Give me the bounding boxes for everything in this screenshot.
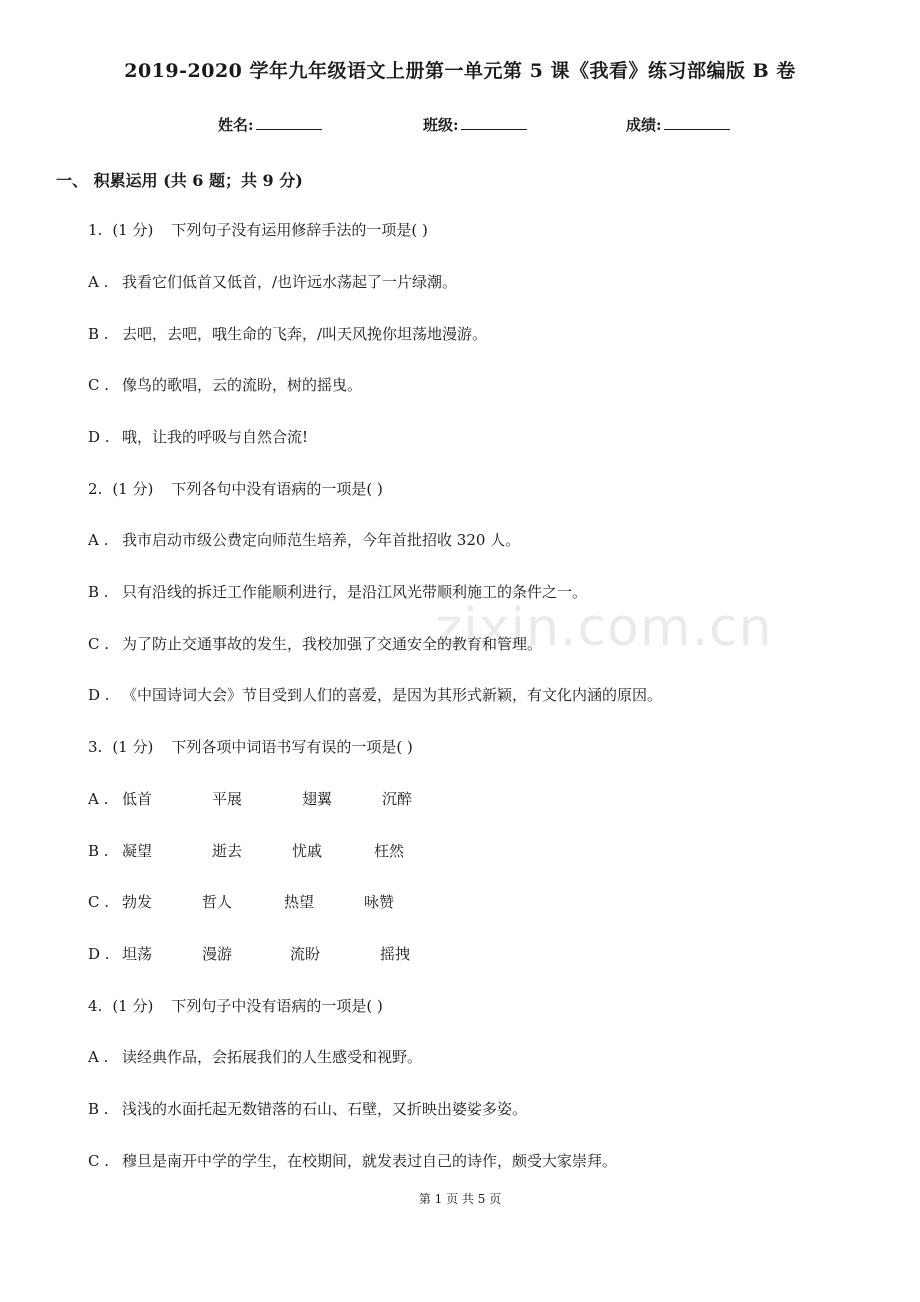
class-label: 班级:: [423, 116, 459, 134]
word: 忧戚: [292, 842, 323, 860]
option-letter: A .: [88, 531, 109, 549]
class-field[interactable]: [423, 114, 527, 135]
word: 低首: [122, 790, 153, 808]
question-2: [88, 478, 383, 499]
option-text: 哦，让我的呼吸与自然合流!: [122, 428, 309, 446]
option-letter: C .: [88, 635, 110, 653]
question-score: (1 分): [112, 480, 154, 498]
page-title: 2019-2020 学年九年级语文上册第一单元第 5 课《我看》练习部编版 B 卷: [124, 60, 796, 82]
score-field[interactable]: [626, 114, 730, 135]
option-2d[interactable]: [88, 684, 662, 705]
word: 哲人: [202, 893, 233, 911]
option-1b[interactable]: [88, 323, 487, 344]
question-score: (1 分): [112, 997, 154, 1015]
question-text: 下列句子没有运用修辞手法的一项是( ): [171, 221, 428, 239]
option-text: 读经典作品，会拓展我们的人生感受和视野。: [122, 1048, 423, 1066]
option-text: 我看它们低首又低首，/也许远水荡起了一片绿潮。: [122, 273, 458, 291]
word: 咏赞: [364, 893, 395, 911]
section-heading: 一、 积累运用 (共 6 题；共 9 分): [56, 171, 303, 190]
option-4b[interactable]: [88, 1098, 527, 1119]
word: 摇拽: [380, 945, 411, 963]
option-letter: C .: [88, 893, 110, 911]
option-letter: B .: [88, 583, 109, 601]
option-letter: C .: [88, 1152, 110, 1170]
question-text: 下列各项中词语书写有误的一项是( ): [171, 738, 413, 756]
question-score: (1 分): [112, 738, 154, 756]
question-text: 下列句子中没有语病的一项是( ): [171, 997, 383, 1015]
word: 枉然: [374, 842, 405, 860]
word: 流盼: [290, 945, 321, 963]
option-text: 《中国诗词大会》节目受到人们的喜爱，是因为其形式新颖，有文化内涵的原因。: [122, 686, 663, 704]
word: 翅翼: [302, 790, 333, 808]
question-4: [88, 995, 383, 1016]
option-2a[interactable]: [88, 529, 520, 550]
option-letter: D .: [88, 686, 110, 704]
name-field[interactable]: [218, 114, 322, 135]
option-1a[interactable]: [88, 271, 457, 292]
question-score: (1 分): [112, 221, 154, 239]
option-4a[interactable]: [88, 1046, 422, 1067]
word: 平展: [212, 790, 243, 808]
option-text: 我市启动市级公费定向师范生培养，今年首批招收 320 人。: [122, 531, 521, 549]
word: 凝望: [122, 842, 153, 860]
word: 坦荡: [122, 945, 153, 963]
word: 沉醉: [382, 790, 413, 808]
option-text: 去吧，去吧，哦生命的飞奔，/叫天风挽你坦荡地漫游。: [122, 325, 488, 343]
option-3c[interactable]: [88, 891, 394, 912]
option-letter: B .: [88, 1100, 109, 1118]
word: 勃发: [122, 893, 153, 911]
option-letter: D .: [88, 428, 110, 446]
option-text: 像鸟的歌唱，云的流盼，树的摇曳。: [122, 376, 363, 394]
score-label: 成绩:: [626, 116, 662, 134]
word: 热望: [284, 893, 315, 911]
option-letter: D .: [88, 945, 110, 963]
word: 逝去: [212, 842, 243, 860]
option-1d[interactable]: [88, 426, 308, 447]
question-number: 2.: [88, 480, 103, 498]
watermark: zixin.com.cn: [435, 598, 773, 658]
question-1: [88, 219, 428, 240]
question-text: 下列各句中没有语病的一项是( ): [171, 480, 383, 498]
option-letter: A .: [88, 273, 109, 291]
option-text: 为了防止交通事故的发生，我校加强了交通安全的教育和管理。: [122, 635, 543, 653]
option-3b[interactable]: [88, 840, 404, 861]
page-footer: 第 1 页 共 5 页: [418, 1192, 502, 1206]
option-letter: A .: [88, 1048, 109, 1066]
option-letter: B .: [88, 325, 109, 343]
question-number: 4.: [88, 997, 103, 1015]
option-letter: B .: [88, 842, 109, 860]
question-number: 1.: [88, 221, 103, 239]
option-letter: A .: [88, 790, 109, 808]
question-number: 3.: [88, 738, 103, 756]
option-3d[interactable]: [88, 943, 410, 964]
name-label: 姓名:: [218, 116, 254, 134]
score-blank[interactable]: [664, 115, 730, 130]
word: 漫游: [202, 945, 233, 963]
name-blank[interactable]: [256, 115, 322, 130]
class-blank[interactable]: [461, 115, 527, 130]
option-letter: C .: [88, 376, 110, 394]
option-4c[interactable]: [88, 1150, 617, 1171]
option-text: 浅浅的水面托起无数错落的石山、石壁，又折映出婆娑多姿。: [122, 1100, 528, 1118]
question-3: [88, 736, 413, 757]
option-1c[interactable]: [88, 374, 362, 395]
option-3a[interactable]: [88, 788, 412, 809]
option-text: 穆旦是南开中学的学生，在校期间，就发表过自己的诗作，颇受大家崇拜。: [122, 1152, 618, 1170]
option-text: 只有沿线的拆迁工作能顺利进行，是沿江风光带顺利施工的条件之一。: [122, 583, 588, 601]
